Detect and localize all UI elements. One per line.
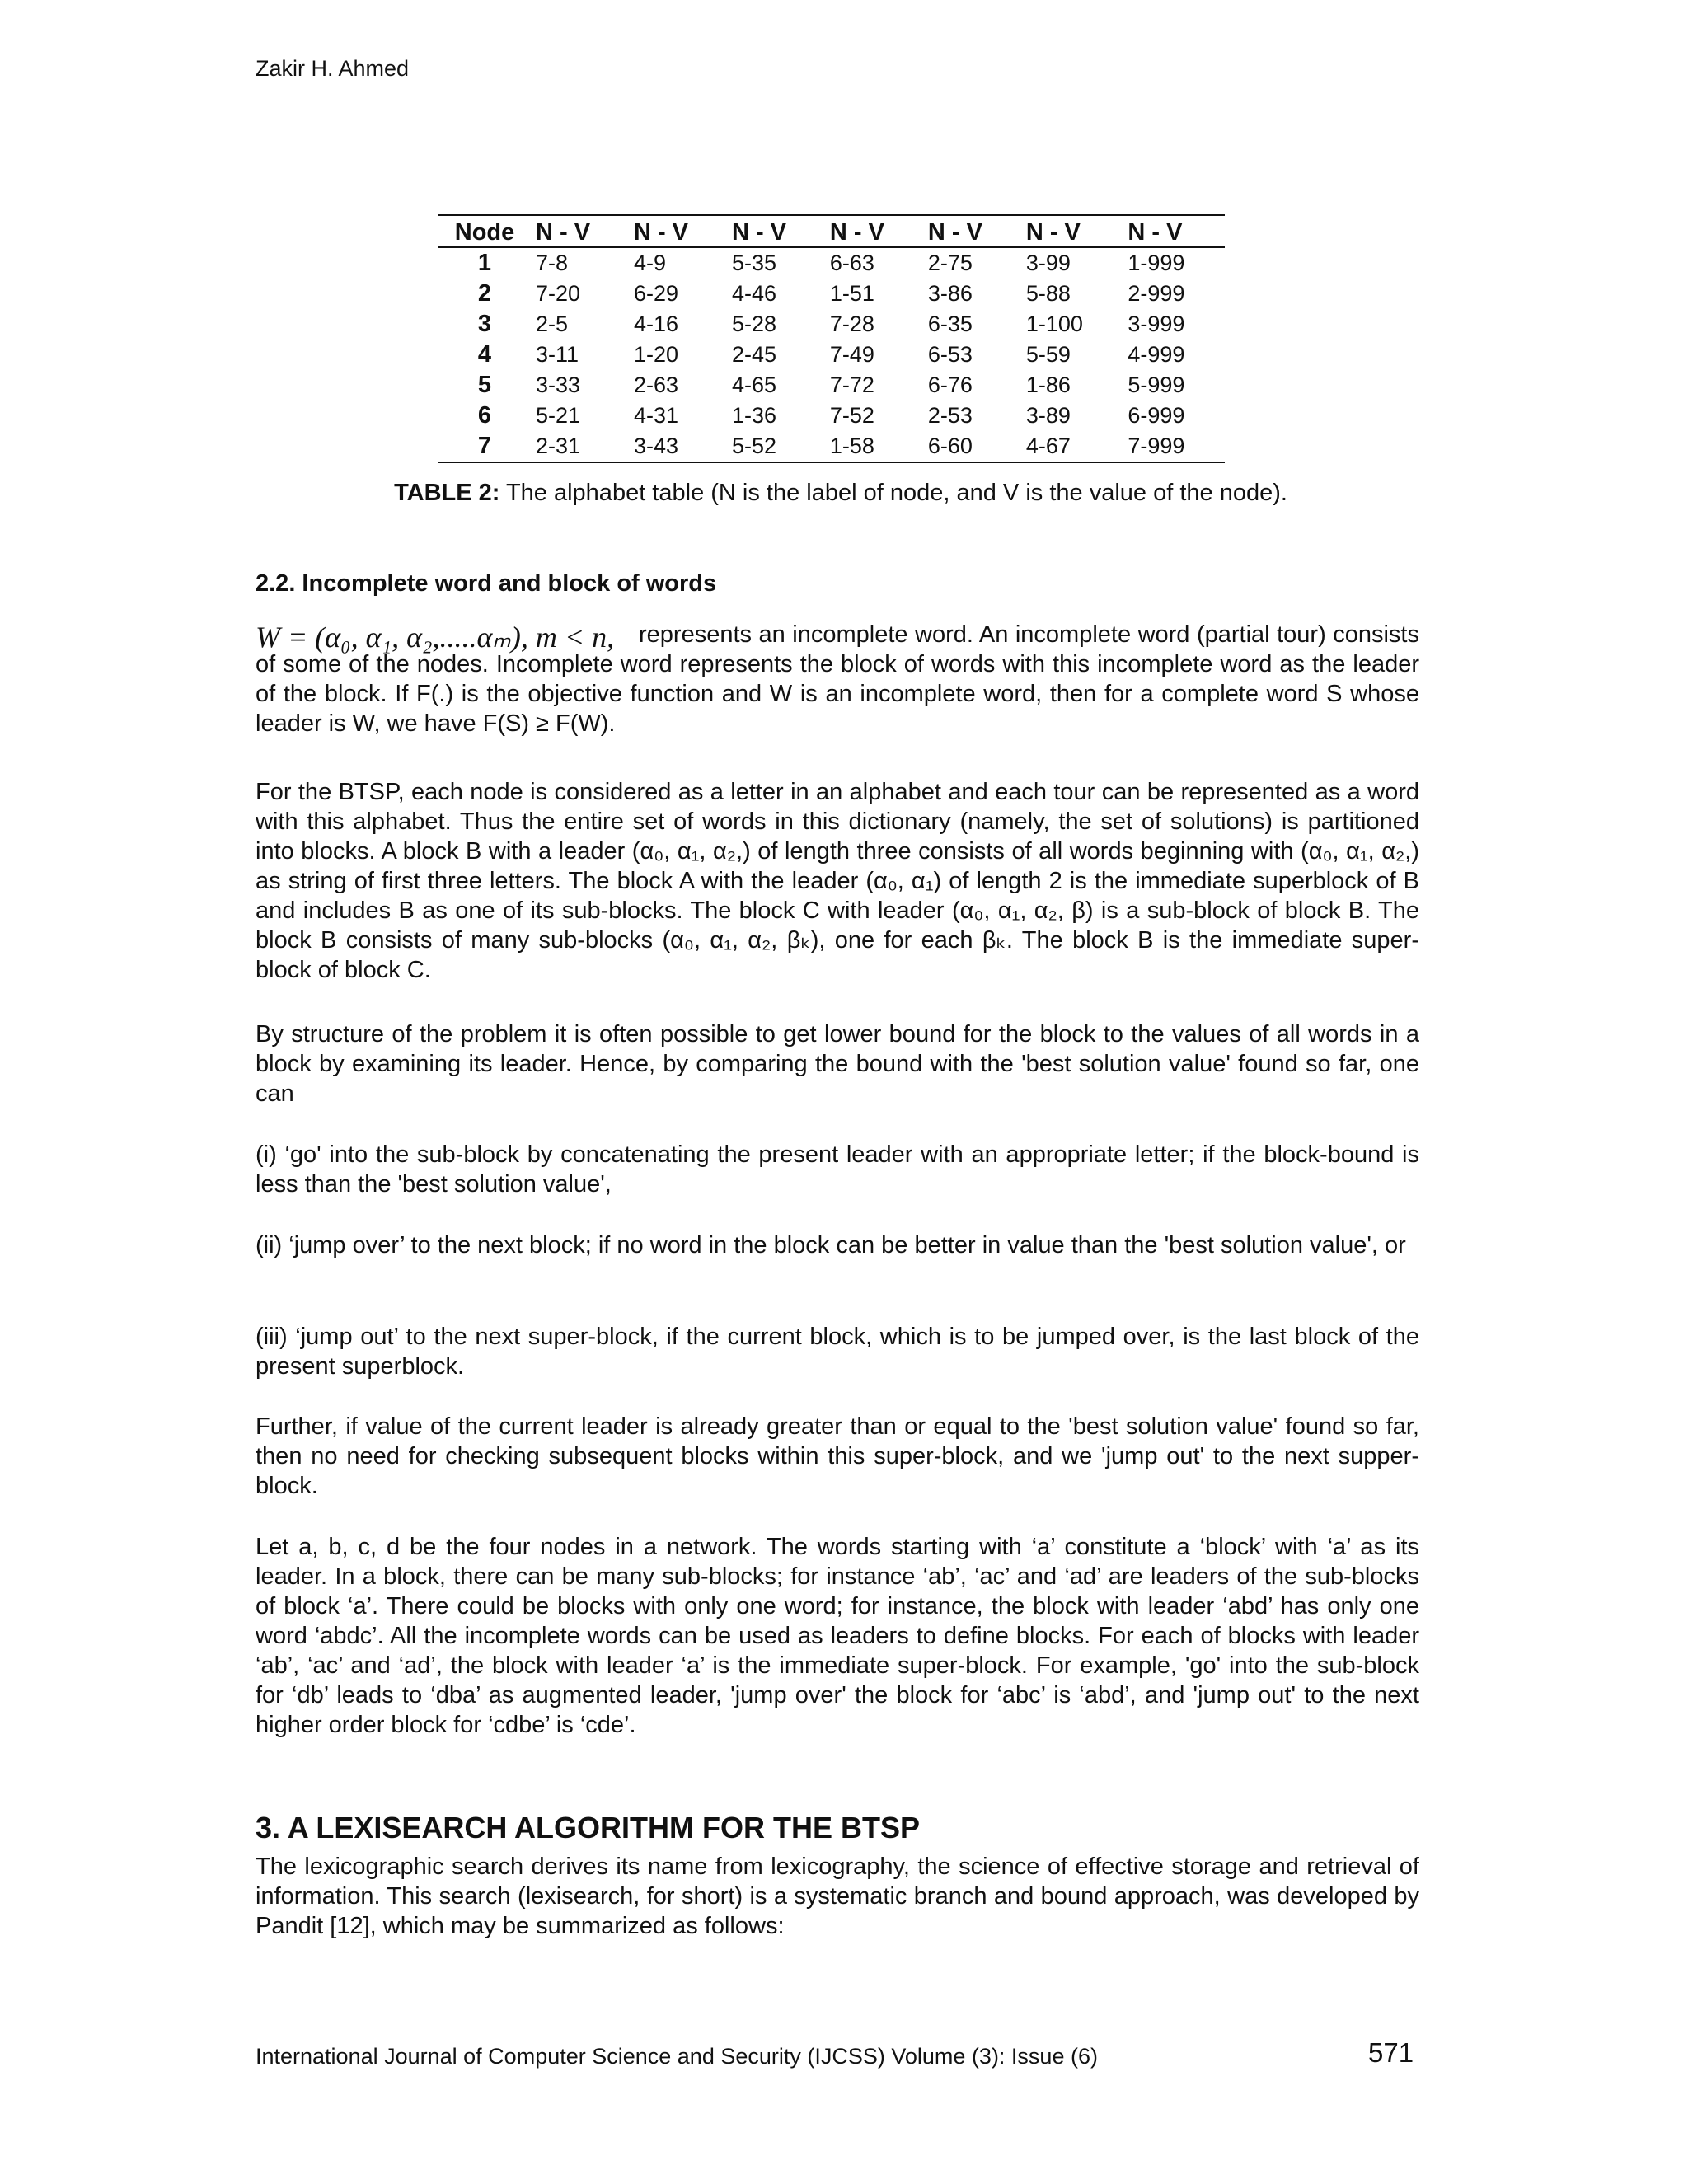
- table-row: [438, 340, 1225, 370]
- table-cell: 6-60: [927, 434, 973, 458]
- table-cell: 3-33: [536, 373, 581, 397]
- column-header: N - V: [536, 219, 591, 246]
- section-heading: 3. A LEXISEARCH ALGORITHM FOR THE BTSP: [256, 1811, 921, 1844]
- table-cell: 7-52: [829, 403, 874, 428]
- paragraph: By structure of the problem it is often possible to get lower bound for the block to the values of all words in a block by examining its leader. Hence, by comparing the bound with the 'best solution value' found so far, one can: [256, 1021, 1419, 1107]
- node-cell: 2: [477, 280, 492, 307]
- table-cell: 5-88: [1025, 281, 1071, 306]
- table-row: [438, 309, 1225, 340]
- paragraph: Further, if value of the current leader is already greater than or equal to the 'best solution value' found so far, then no need for checking subsequent blocks within this super-block, and we 'jump out' to the next supper-block.: [256, 1413, 1419, 1499]
- paragraph: (ii) ‘jump over’ to the next block; if no word in the block can be better in value than the 'best solution value', or: [256, 1232, 1406, 1258]
- table-cell: 2-63: [633, 373, 679, 397]
- table-cell: 5-52: [731, 434, 776, 458]
- node-cell: 3: [477, 311, 492, 337]
- column-header: N - V: [731, 219, 786, 246]
- table-cell: 6-63: [829, 251, 874, 275]
- table-cell: 2-45: [731, 342, 776, 367]
- table-cell: 2-999: [1128, 281, 1185, 306]
- table-cell: 4-16: [633, 312, 679, 336]
- table-cell: 3-999: [1128, 312, 1185, 336]
- node-cell: 4: [477, 341, 492, 368]
- table-cell: 7-28: [829, 312, 874, 336]
- table-cell: 6-35: [927, 312, 973, 336]
- table-cell: 2-5: [536, 312, 569, 336]
- table-header-row: [438, 215, 1225, 247]
- node-cell: 1: [477, 250, 492, 276]
- table-cell: 3-43: [633, 434, 679, 458]
- table-cell: 7-49: [829, 342, 874, 367]
- column-header: N - V: [1128, 219, 1183, 246]
- table-cell: 7-20: [536, 281, 581, 306]
- table-row: [438, 431, 1225, 462]
- paragraph: (i) ‘go' into the sub-block by concatenating the present leader with an appropriate letter; if the block-bound is less than the 'best solution value',: [256, 1141, 1419, 1197]
- table-cell: 1-20: [633, 342, 679, 367]
- table-cell: 2-31: [536, 434, 581, 458]
- paragraph: Let a, b, c, d be the four nodes in a network. The words starting with ‘a’ constitute a ‘block’ with ‘a’ as its leader. In a block, there can be many sub-blocks; for instance ‘ab’, ‘ac’ and ‘ad’ are leaders of the sub-blocks of block ‘a’. There could be blocks with only one word; for instance, the block with leader ‘abd’ has only one word ‘abdc’. All the incomplete words can be used as leaders to define blocks. For each of blocks with leader ‘ab’, ‘ac’ and ‘ad’, the block with leader ‘a’ is the immediate super-block. For example, 'go' into the sub-block for ‘db’ leads to ‘dba’ as augmented leader, 'jump over' the block for ‘abc’ is ‘abd’, and 'jump out' to the next higher order block for ‘cdbe’ is ‘cde’.: [256, 1534, 1419, 1738]
- paragraph: represents an incomplete word. An incomplete word (partial tour) consists of some of the nodes. Incomplete word represents the block of words with this incomplete word as the leader of the block. If F(.) is the objective function and W is an incomplete word, then for a complete word S whose leader is W, we have F(S) ≥ F(W).: [256, 621, 1419, 737]
- table-caption: [256, 480, 1426, 507]
- table-cell: 4-999: [1128, 342, 1185, 367]
- table-cell: 4-67: [1025, 434, 1071, 458]
- table-cell: 6-53: [927, 342, 973, 367]
- table-cell: 5-59: [1025, 342, 1071, 367]
- table-cell: 1-58: [829, 434, 874, 458]
- table-cell: 5-999: [1128, 373, 1185, 397]
- table-cell: 6-76: [927, 373, 973, 397]
- node-cell: 6: [477, 402, 492, 429]
- table-cell: 1-51: [829, 281, 874, 306]
- subsection-heading: 2.2. Incomplete word and block of words: [256, 570, 717, 597]
- table-cell: 3-11: [536, 342, 579, 367]
- column-header: N - V: [927, 219, 982, 246]
- table-row: [438, 279, 1225, 309]
- table-cell: 3-89: [1025, 403, 1071, 428]
- table-cell: 6-999: [1128, 403, 1185, 428]
- page-number: 571: [1368, 2037, 1414, 2068]
- paragraph: For the BTSP, each node is considered as a letter in an alphabet and each tour can be represented as a word with this alphabet. Thus the entire set of words in this dictionary (namely, the set of solutions) is partitioned into blocks. A block B with a leader (α₀, α₁, α₂,) of length three consists of all words beginning with (α₀, α₁, α₂,) as string of first three letters. The block A with the leader (α₀, α₁) of length 2 is the immediate superblock of B and includes B as one of its sub-blocks. The block C with leader (α₀, α₁, α₂, β) is a sub-block of block B. The block B consists of many sub-blocks (α₀, α₁, α₂, βₖ), one for each βₖ. The block B is the immediate super-block of block C.: [256, 779, 1419, 983]
- paragraph: (iii) ‘jump out’ to the next super-block, if the current block, which is to be jumped over, is the last block of the present superblock.: [256, 1324, 1419, 1380]
- table-cell: 1-999: [1128, 251, 1185, 275]
- table-cell: 4-65: [731, 373, 776, 397]
- table-cell: 4-31: [633, 403, 679, 428]
- column-header: N - V: [1025, 219, 1081, 246]
- table-cell: 4-9: [633, 251, 666, 275]
- table-cell: 2-75: [927, 251, 973, 275]
- table-cell: 5-28: [731, 312, 776, 336]
- node-cell: 7: [477, 433, 492, 459]
- running-header-author: Zakir H. Ahmed: [256, 56, 410, 81]
- table-cell: 1-36: [731, 403, 776, 428]
- column-header: N - V: [829, 219, 884, 246]
- table-cell: 1-100: [1025, 312, 1083, 336]
- table-cell: 1-86: [1025, 373, 1071, 397]
- table-cell: 5-35: [731, 251, 776, 275]
- table-row: [438, 370, 1225, 401]
- table-cell: 3-99: [1025, 251, 1071, 275]
- footer-journal: International Journal of Computer Science and Security (IJCSS) Volume (3): Issue (6): [256, 2044, 1098, 2069]
- table-cell: 7-8: [536, 251, 569, 275]
- table-cell: 5-21: [536, 403, 581, 428]
- table-row: [438, 247, 1225, 279]
- column-header: N - V: [633, 219, 689, 246]
- column-header: Node: [454, 219, 515, 246]
- paragraph: The lexicographic search derives its name from lexicography, the science of effective storage and retrieval of information. This search (lexisearch, for short) is a systematic branch and bound approach, was developed by Pandit [12], which may be summarized as follows:: [256, 1854, 1419, 1939]
- table-cell: 7-999: [1128, 434, 1185, 458]
- node-cell: 5: [477, 372, 492, 398]
- alphabet-table: [438, 214, 1225, 463]
- table-row: [438, 401, 1225, 431]
- table-cell: 7-72: [829, 373, 874, 397]
- table-cell: 6-29: [633, 281, 679, 306]
- table-caption-text: The alphabet table (N is the label of node, and V is the value of the node).: [499, 480, 1287, 506]
- incomplete-word-formula: W = (α₀, α₁, α₂,.....αₘ), m < n,: [256, 621, 615, 654]
- table-cell: 3-86: [927, 281, 973, 306]
- table-caption-label: TABLE 2:: [394, 480, 500, 506]
- table-cell: 4-46: [731, 281, 776, 306]
- table-cell: 2-53: [927, 403, 973, 428]
